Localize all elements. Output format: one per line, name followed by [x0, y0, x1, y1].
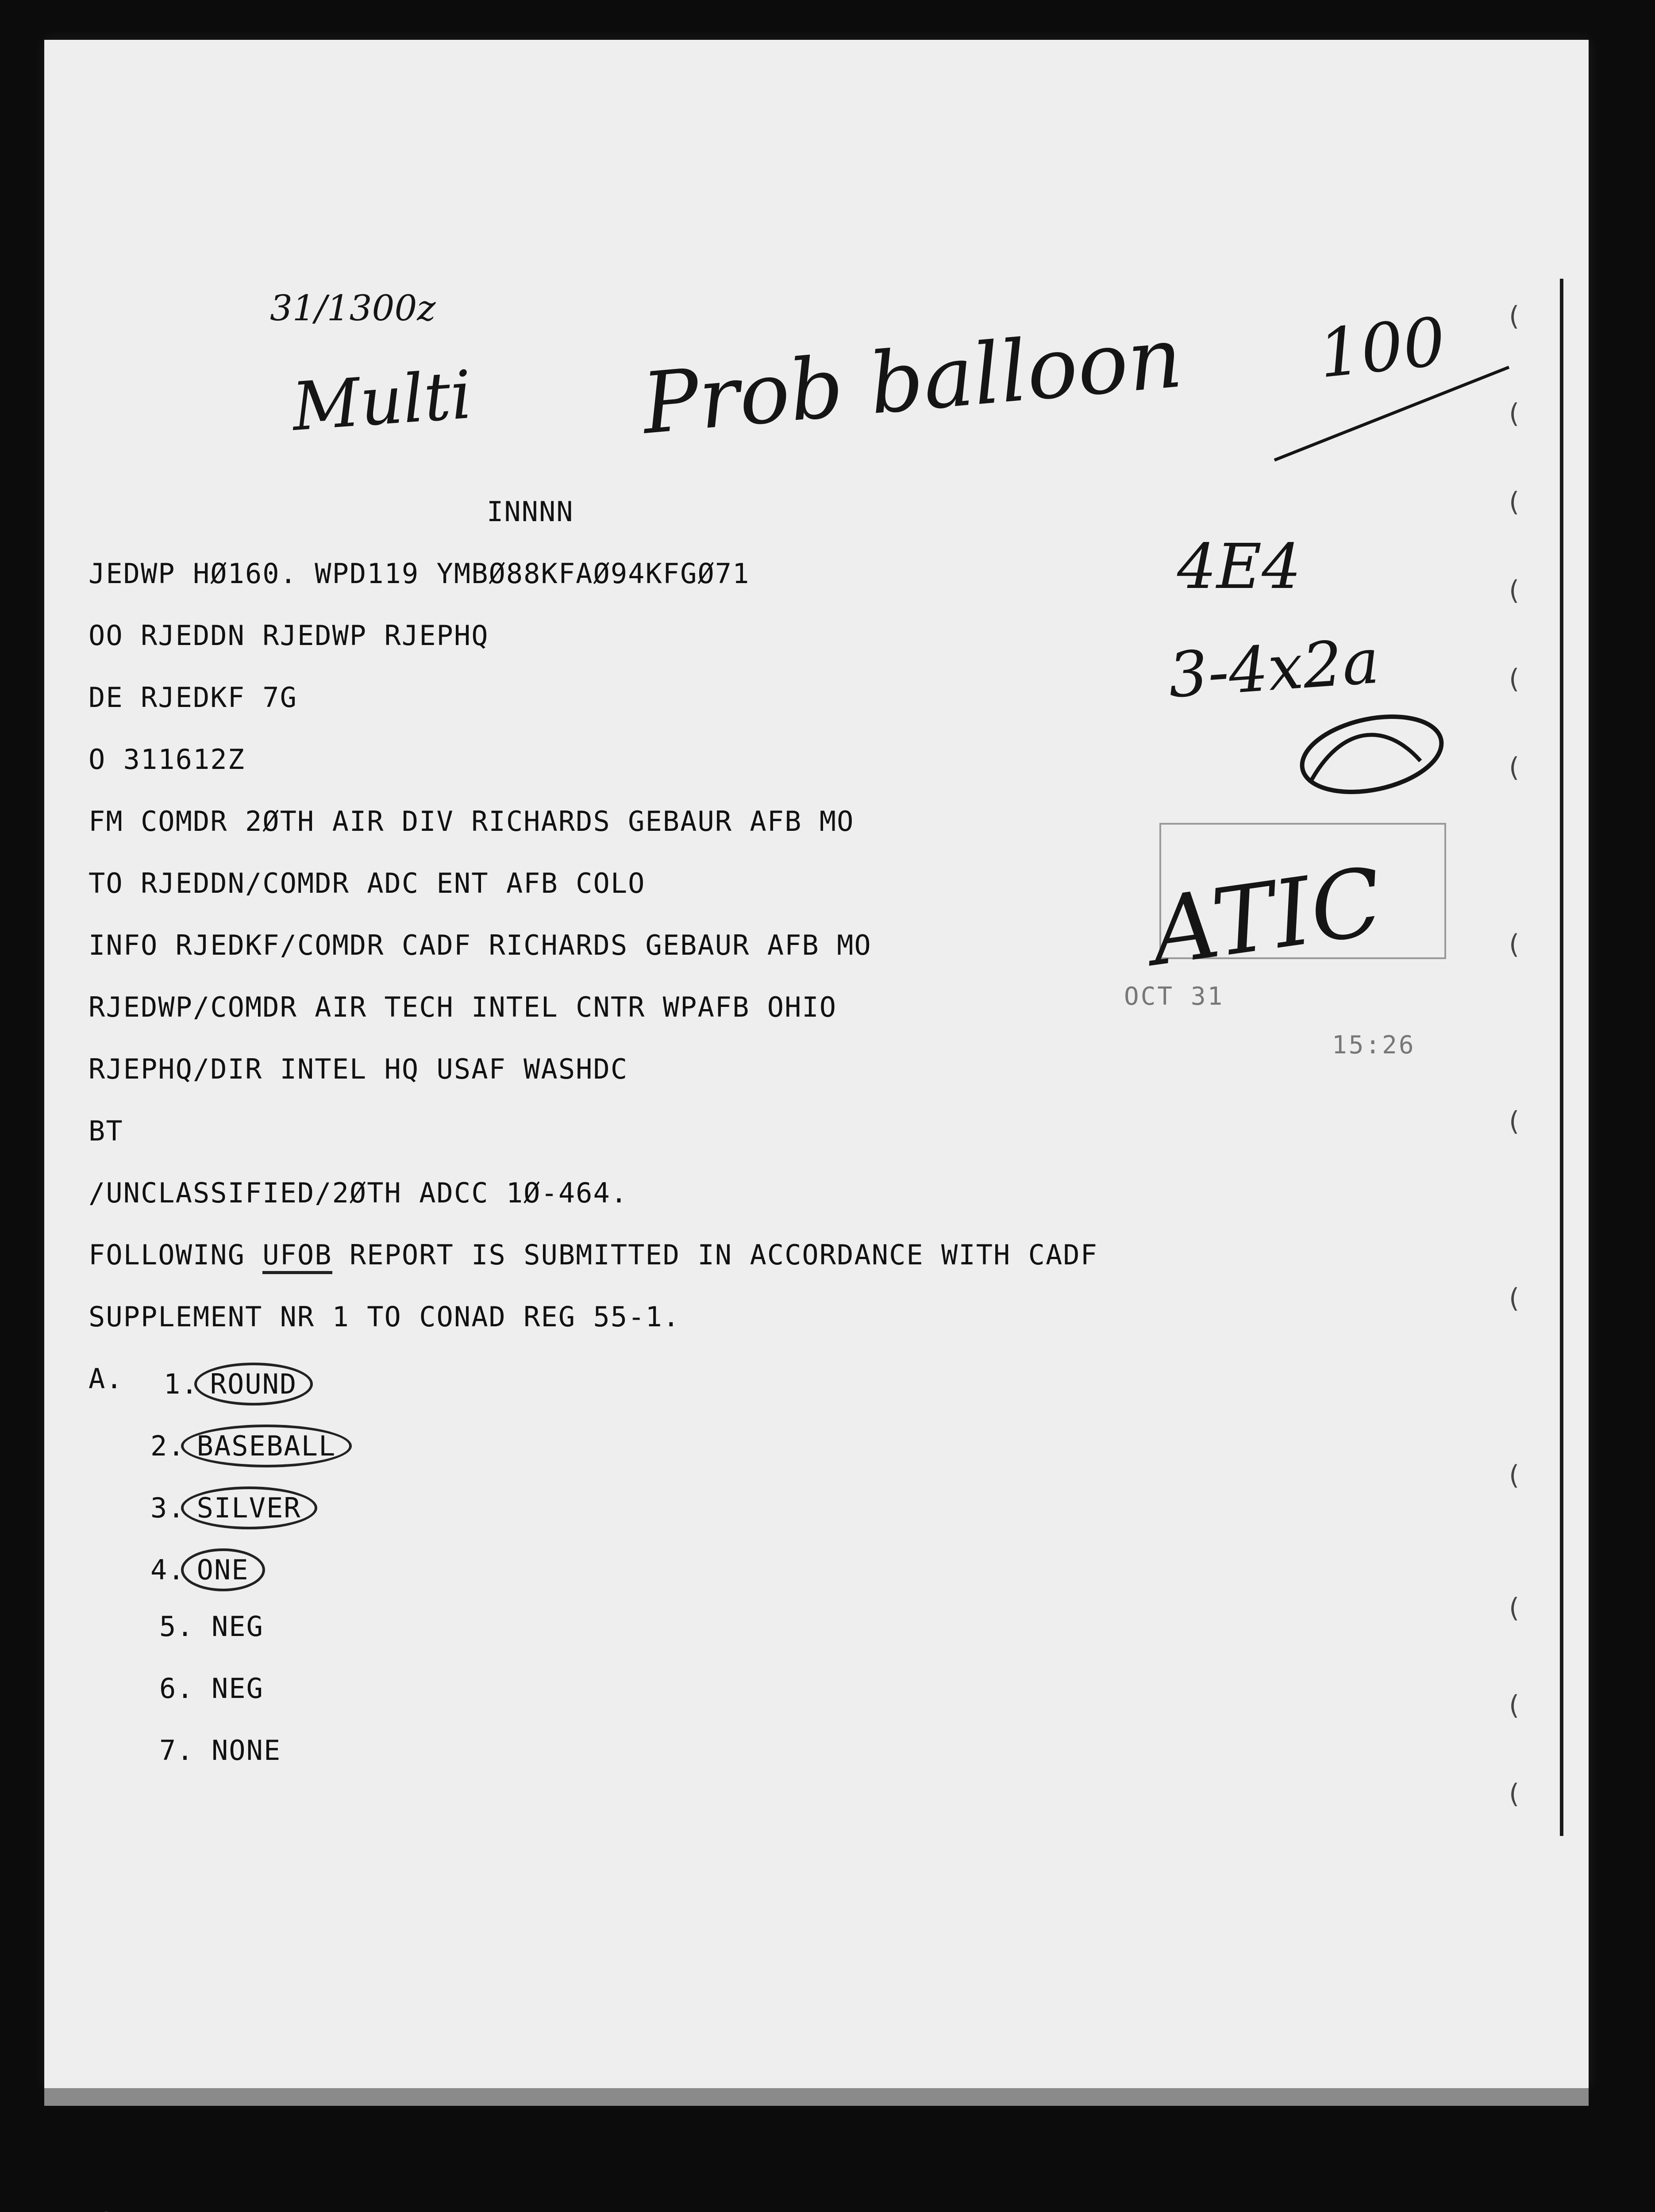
- info-line-1: INFO RJEDKF/COMDR CADF RICHARDS GEBAUR AFB MO: [89, 929, 872, 961]
- margin-mark: (: [1509, 301, 1520, 332]
- body-post: REPORT IS SUBMITTED IN ACCORDANCE WITH CADF: [332, 1239, 1098, 1271]
- bt-line: BT: [89, 1115, 123, 1147]
- margin-mark: (: [1509, 487, 1520, 518]
- classification-line: /UNCLASSIFIED/2ØTH ADCC 1Ø-464.: [89, 1177, 628, 1209]
- margin-mark: (: [1509, 664, 1520, 695]
- handwritten-name: Multi: [289, 357, 474, 446]
- info-line-2: RJEDWP/COMDR AIR TECH INTEL CNTR WPAFB OHIO: [89, 991, 837, 1023]
- list-item: 2. BASEBALL: [150, 1425, 352, 1467]
- handwritten-initials: ATIC: [1144, 847, 1389, 987]
- list-item: 6. NEG: [159, 1672, 264, 1705]
- to-line: TO RJEDDN/COMDR ADC ENT AFB COLO: [89, 867, 646, 899]
- de-line: DE RJEDKF 7G: [89, 681, 297, 714]
- stamp-time: 15:26: [1332, 1031, 1416, 1060]
- handwritten-ref-line2: 3-4x2a: [1166, 625, 1382, 712]
- margin-mark: (: [1509, 1690, 1520, 1721]
- list-item: 3. SILVER: [150, 1486, 317, 1529]
- list-item: 1. ROUND: [164, 1363, 313, 1406]
- margin-mark: (: [1509, 1106, 1520, 1137]
- info-line-3: RJEPHQ/DIR INTEL HQ USAF WASHDC: [89, 1053, 628, 1085]
- body-ufob: UFOB: [262, 1239, 332, 1274]
- margin-mark: (: [1509, 929, 1520, 960]
- header-line: JEDWP HØ160. WPD119 YMBØ88KFAØ94KFGØ71: [89, 557, 750, 590]
- body-pre: FOLLOWING: [89, 1239, 263, 1271]
- list-item: 5. NEG: [159, 1610, 264, 1643]
- list-item: 4. ONE: [150, 1548, 265, 1591]
- section-letter: A.: [89, 1363, 123, 1395]
- handwritten-ref-line1: 4E4: [1177, 531, 1301, 603]
- film-edge-scribble: [53, 2203, 168, 2212]
- priority-line: INNNN: [487, 495, 574, 528]
- list-item: 7. NONE: [159, 1734, 281, 1767]
- margin-mark: (: [1509, 1283, 1520, 1314]
- dtg-line: O 311612Z: [89, 743, 245, 776]
- margin-mark: (: [1509, 752, 1520, 783]
- handwritten-date-code: 31/1300z: [270, 288, 436, 329]
- right-margin-rule: [1560, 279, 1563, 1836]
- handwritten-scribble: [1288, 708, 1456, 801]
- handwritten-number: 100: [1315, 303, 1449, 393]
- margin-mark: (: [1509, 575, 1520, 606]
- from-line: FM COMDR 2ØTH AIR DIV RICHARDS GEBAUR AFB MO: [89, 805, 854, 837]
- margin-mark: (: [1509, 1778, 1520, 1809]
- stamp-date: OCT 31: [1124, 982, 1224, 1011]
- handwritten-underline: [1270, 363, 1518, 469]
- body-line-2: SUPPLEMENT NR 1 TO CONAD REG 55-1.: [89, 1301, 681, 1333]
- routing-line: OO RJEDDN RJEDWP RJEPHQ: [89, 619, 489, 652]
- handwritten-evaluation: Prob balloon: [638, 308, 1186, 453]
- margin-mark: (: [1509, 1593, 1520, 1624]
- page-bottom-edge: [44, 2088, 1589, 2106]
- margin-mark: (: [1509, 398, 1520, 429]
- body-line-1: [89, 1239, 1098, 1271]
- margin-mark: (: [1509, 1460, 1520, 1491]
